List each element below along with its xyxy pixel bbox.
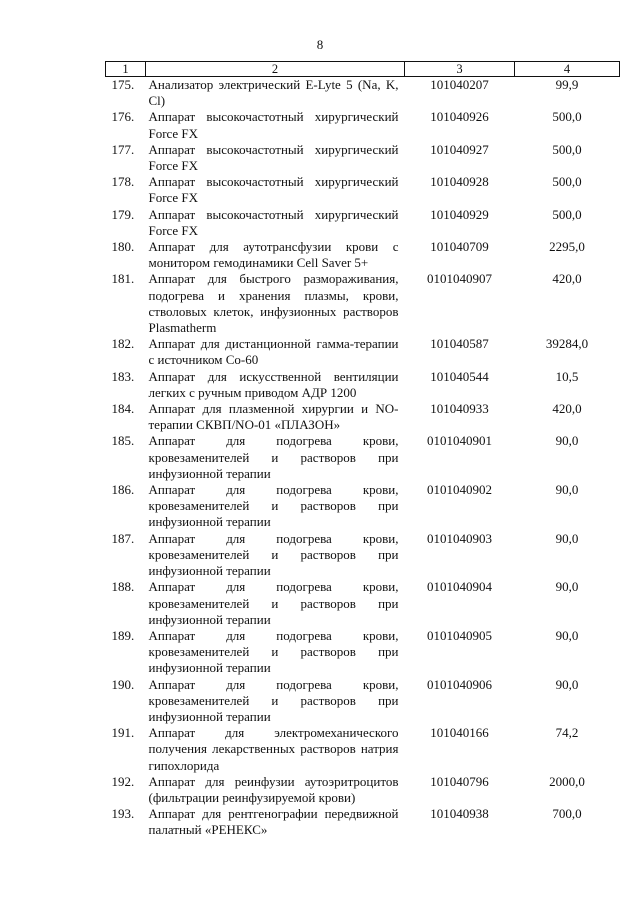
table-row <box>106 271 620 336</box>
row-number: 180. <box>111 239 135 255</box>
item-code: 101040796 <box>430 773 489 789</box>
header-col-4: 4 <box>515 62 620 77</box>
row-number: 177. <box>111 141 135 157</box>
table-row <box>106 579 620 628</box>
item-name: Анализатор электрический E-Lyte 5 (Na, K, Cl) <box>148 77 399 109</box>
row-number: 185. <box>111 433 135 449</box>
item-price: 90,0 <box>555 530 579 546</box>
item-code: 0101040902 <box>427 482 492 498</box>
item-price: 2000,0 <box>549 773 585 789</box>
item-code: 0101040904 <box>427 579 492 595</box>
equipment-table <box>105 61 620 839</box>
item-name: Аппарат для реинфузии аутоэритроцитов (фильтрации реинфузируемой крови) <box>148 773 399 805</box>
row-number: 191. <box>111 725 135 741</box>
item-name: Аппарат для плазменной хирургии и NO-терапии СКВП/NO-01 «ПЛАЗОН» <box>148 401 399 433</box>
item-price: 10,5 <box>555 368 579 384</box>
item-price: 500,0 <box>552 109 582 125</box>
table-row <box>106 628 620 677</box>
item-code: 101040166 <box>430 725 489 741</box>
row-number: 178. <box>111 174 135 190</box>
item-code: 101040928 <box>430 174 489 190</box>
item-code: 101040207 <box>430 77 489 92</box>
table-row <box>106 369 620 401</box>
item-name: Аппарат для дистанционной гамма-терапии с источником Co-60 <box>148 336 399 368</box>
item-code: 0101040905 <box>427 627 492 643</box>
table-row <box>106 77 620 110</box>
table-row <box>106 433 620 482</box>
table-row <box>106 774 620 806</box>
table-row <box>106 482 620 531</box>
row-number: 186. <box>111 482 135 498</box>
item-name: Аппарат для аутотрансфузии крови с монитором гемодинамики Cell Saver 5+ <box>148 239 399 271</box>
item-name: Аппарат для подогрева крови, кровезаменителей и растворов при инфузионной терапии <box>148 482 399 530</box>
item-code: 0101040903 <box>427 530 492 546</box>
table-row <box>106 401 620 433</box>
item-price: 90,0 <box>555 482 579 498</box>
row-number: 181. <box>111 271 135 287</box>
row-number: 190. <box>111 676 135 692</box>
item-code: 101040587 <box>430 336 489 352</box>
row-number: 175. <box>111 77 135 92</box>
item-price: 90,0 <box>555 579 579 595</box>
item-price: 420,0 <box>552 401 582 417</box>
item-name: Аппарат для подогрева крови, кровезаменителей и растворов при инфузионной терапии <box>148 627 399 676</box>
item-code: 101040927 <box>430 141 489 157</box>
table-row <box>106 174 620 206</box>
item-name: Аппарат для подогрева крови, кровезаменителей и растворов при инфузионной терапии <box>148 433 399 481</box>
table-row <box>106 806 620 838</box>
item-name: Аппарат для рентгенографии передвижной палатный «РЕНЕКС» <box>148 806 399 838</box>
row-number: 189. <box>111 627 135 643</box>
item-price: 90,0 <box>555 433 579 449</box>
table-row <box>106 142 620 174</box>
item-price: 700,0 <box>552 806 582 822</box>
item-code: 101040929 <box>430 206 489 222</box>
row-number: 193. <box>111 806 135 822</box>
item-name: Аппарат высокочастотный хирургический Force FX <box>148 141 399 174</box>
table-row <box>106 336 620 368</box>
item-price: 2295,0 <box>549 239 585 255</box>
item-code: 0101040906 <box>427 676 492 692</box>
item-name: Аппарат для быстрого размораживания, подогрева и хранения плазмы, крови, стволовых клеток, инфузионных растворов Plasmatherm <box>148 271 399 336</box>
item-price: 74,2 <box>555 725 579 741</box>
item-price: 500,0 <box>552 206 582 222</box>
item-name: Аппарат для подогрева крови, кровезаменителей и растворов при инфузионной терапии <box>148 579 399 627</box>
header-col-1: 1 <box>106 62 146 77</box>
row-number: 182. <box>111 336 135 352</box>
item-code: 101040709 <box>430 239 489 255</box>
table-row <box>106 207 620 239</box>
item-code: 101040938 <box>430 806 489 822</box>
table-row <box>106 239 620 271</box>
row-number: 176. <box>111 109 135 125</box>
row-number: 183. <box>111 368 135 384</box>
table-row <box>106 725 620 774</box>
item-name: Аппарат для искусственной вентиляции легких с ручным приводом АДР 1200 <box>148 368 399 400</box>
item-code: 101040926 <box>430 109 489 125</box>
row-number: 187. <box>111 530 135 546</box>
item-name: Аппарат высокочастотный хирургический Force FX <box>148 206 399 238</box>
header-col-2: 2 <box>146 62 405 77</box>
item-price: 99,9 <box>555 77 579 92</box>
item-code: 101040544 <box>430 368 489 384</box>
header-col-3: 3 <box>405 62 515 77</box>
item-name: Аппарат для подогрева крови, кровезаменителей и растворов при инфузионной терапии <box>148 676 399 724</box>
table-row <box>106 677 620 726</box>
item-price: 500,0 <box>552 141 582 157</box>
table-body <box>106 77 620 839</box>
item-price: 90,0 <box>555 627 579 643</box>
item-code: 101040933 <box>430 401 489 417</box>
item-price: 420,0 <box>552 271 582 287</box>
row-number: 188. <box>111 579 135 595</box>
row-number: 179. <box>111 206 135 222</box>
item-name: Аппарат для подогрева крови, кровезаменителей и растворов при инфузионной терапии <box>148 530 399 579</box>
item-code: 0101040907 <box>427 271 492 287</box>
item-name: Аппарат высокочастотный хирургический Force FX <box>148 174 399 206</box>
item-price: 500,0 <box>552 174 582 190</box>
header-row <box>106 62 620 77</box>
table-header <box>106 62 620 77</box>
table-row <box>106 109 620 141</box>
page-number: 8 <box>316 37 324 52</box>
table-row <box>106 531 620 580</box>
item-code: 0101040901 <box>427 433 492 449</box>
row-number: 192. <box>111 773 135 789</box>
row-number: 184. <box>111 401 135 417</box>
item-price: 90,0 <box>555 676 579 692</box>
item-name: Аппарат для электромеханического получения лекарственных растворов натрия гипохлорида <box>148 725 399 773</box>
item-name: Аппарат высокочастотный хирургический Force FX <box>148 109 399 141</box>
item-price: 39284,0 <box>545 336 589 352</box>
